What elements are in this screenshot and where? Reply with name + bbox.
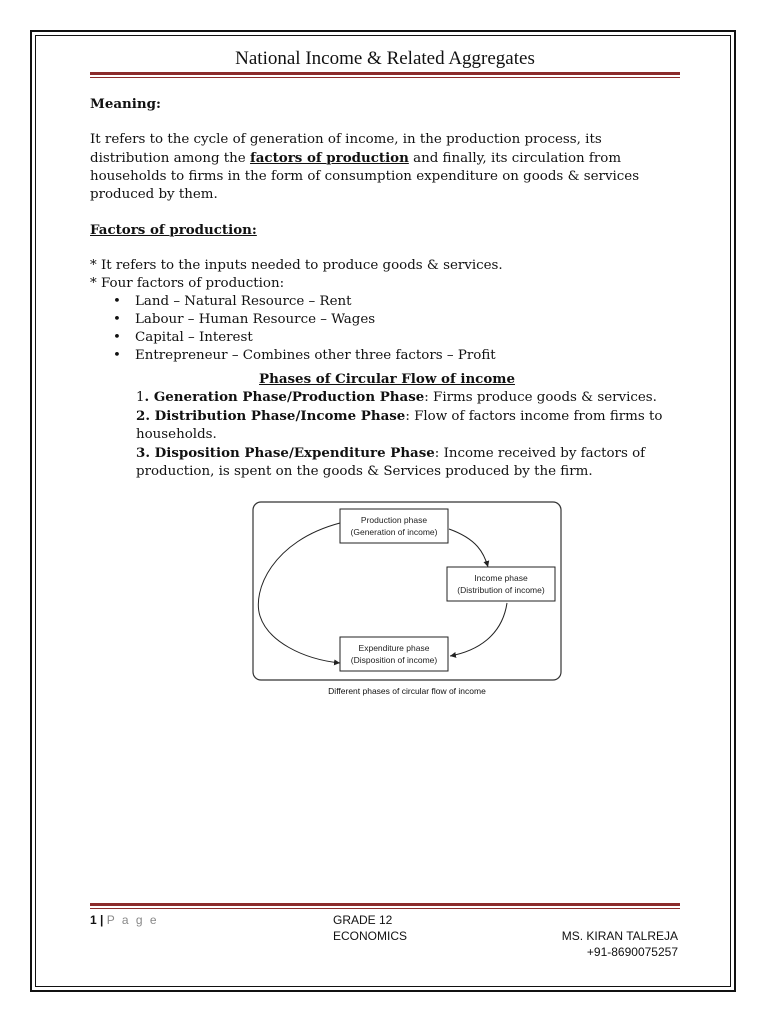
phase-3-text: : Income received by factors of production, is spent on the goods & Services produced by the firm. (136, 446, 646, 479)
phase-2-label: 2. Distribution Phase/Income Phase (136, 408, 406, 424)
page-number-value: 1 (90, 913, 97, 927)
phase-item-1 (136, 388, 684, 407)
footer-rule (90, 903, 680, 906)
phases-section (136, 370, 684, 481)
diagram-caption: Different phases of circular flow of income (328, 686, 486, 696)
income-phase-sub: (Distribution of income) (457, 585, 545, 595)
factors-heading: Factors of production: (90, 222, 257, 238)
page-title: National Income & Related Aggregates (235, 48, 535, 69)
header-rule-thin (90, 77, 680, 78)
header-rule (90, 72, 680, 75)
factors-line-1: * It refers to the inputs needed to produce goods & services. (90, 258, 503, 273)
phase-2-text: : Flow of factors income from firms to households. (136, 409, 663, 442)
meaning-highlight: factors of production (249, 150, 409, 166)
footer-grade: GRADE 12 (333, 913, 393, 927)
factors-list (90, 293, 680, 365)
footer-teacher: MS. KIRAN TALREJA (561, 929, 678, 943)
meaning-section (90, 95, 680, 204)
list-item: • Capital – Interest (135, 329, 680, 347)
page-number (90, 912, 159, 928)
phase-item-3 (136, 444, 684, 481)
circular-flow-diagram (252, 501, 562, 681)
page-separator: | (96, 913, 107, 927)
factors-section (90, 221, 680, 365)
footer-phone: +91-8690075257 (586, 945, 678, 959)
meaning-paragraph (90, 131, 680, 204)
list-item: • Labour – Human Resource – Wages (135, 311, 680, 329)
meaning-heading: Meaning: (90, 96, 161, 112)
meaning-text-before: It refers to the cycle of generation of income, in the production process, its distribution among the (90, 132, 602, 166)
meaning-text-after: and finally, its circulation from households to firms in the form of consumption expenditure on goods & services produced by them. (90, 151, 640, 202)
phase-1-label: . Generation Phase/Production Phase (144, 389, 425, 405)
expenditure-phase-sub: (Disposition of income) (350, 655, 438, 665)
production-phase-sub: (Generation of income) (350, 527, 438, 537)
expenditure-phase-label: Expenditure phase (358, 643, 430, 653)
phase-1-number: 1 (136, 390, 145, 405)
phase-1-text: : Firms produce goods & services. (424, 390, 657, 405)
production-phase-label: Production phase (360, 515, 428, 525)
footer-subject: ECONOMICS (333, 929, 408, 943)
list-item: • Land – Natural Resource – Rent (135, 293, 680, 311)
phases-title: Phases of Circular Flow of income (259, 371, 515, 387)
phase-item-2 (136, 407, 684, 444)
factors-line-2: * Four factors of production: (90, 276, 285, 291)
income-phase-label: Income phase (474, 573, 528, 583)
list-item: • Entrepreneur – Combines other three factors – Profit (135, 347, 680, 365)
phase-3-label: 3. Disposition Phase/Expenditure Phase (136, 445, 435, 461)
page-word: P a g e (106, 913, 159, 927)
footer-rule-thin (90, 908, 680, 909)
